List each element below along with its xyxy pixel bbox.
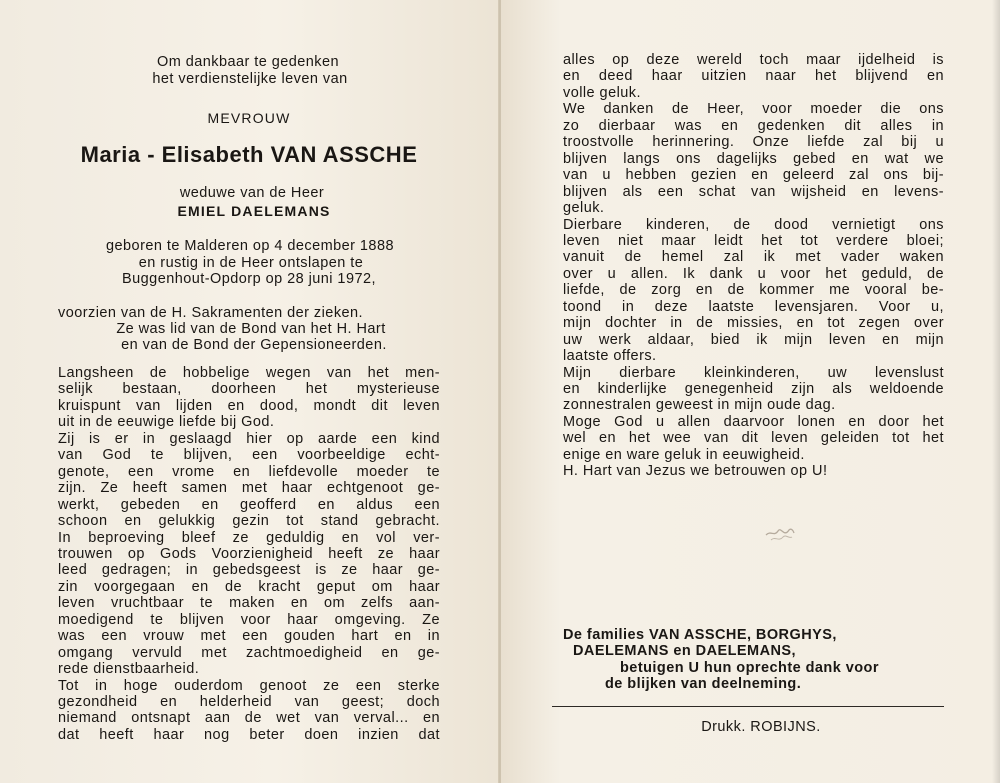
left-body-line: selijk bestaan, doorheen het mysterieuse xyxy=(58,381,440,398)
right-body-line: van u hebben gezien en geleerd zal ons bij- xyxy=(563,167,944,184)
right-body-line: Mijn dierbare kleinkinderen, uw levenslust xyxy=(563,364,944,381)
honorific: MEVROUW xyxy=(207,110,291,126)
birth-line-1: geboren te Malderen op 4 december 1888 xyxy=(106,238,394,254)
right-body-line: geluk. xyxy=(563,200,605,217)
left-body-line: schoon en gelukkig gezin tot stand gebracht. xyxy=(58,513,440,530)
membership-line-1: Ze was lid van de Bond van het H. Hart xyxy=(116,321,386,337)
intro-line-1: Om dankbaar te gedenken xyxy=(156,54,340,70)
birth-line-2: en rustig in de Heer ontslapen te xyxy=(138,255,364,271)
right-body-line: leven niet maar leidt het tot verdere bloei; xyxy=(563,232,944,249)
left-body-line: In beproeving bleef ze geduldig en vol ver- xyxy=(58,529,440,546)
right-body-line: toond in deze laatste levensjaren. Voor u, xyxy=(563,298,944,315)
left-body-line: Langsheen de hobbelige wegen van het men- xyxy=(58,365,440,381)
left-body-line: zin voorgegaan en de kracht geput om haar xyxy=(58,578,440,595)
right-body-line: mijn dochter in de missies, en tot zegen over xyxy=(563,315,944,332)
thanks-line-1: De families VAN ASSCHE, BORGHYS, xyxy=(563,627,837,643)
right-body-line: volle geluk. xyxy=(563,84,641,101)
left-body-line: gezondheid en helderheid van geest; doch xyxy=(58,694,440,710)
spouse-name: EMIEL DAELEMANS xyxy=(177,203,331,219)
left-body-line: zijn. Ze heeft samen met haar echtgenoot ge- xyxy=(58,480,440,497)
right-body-line: zo dierbaar was en gedenken dit alles in xyxy=(563,117,944,134)
left-body-line: werkt, gebeden en geofferd en aldus een xyxy=(58,496,440,513)
left-body-line: rede dienstbaarheid. xyxy=(58,661,200,678)
divider-rule xyxy=(552,706,944,707)
widow-line: weduwe van de Heer xyxy=(179,185,325,201)
left-body-line: leven vruchtbaar te maken en om zelfs aan- xyxy=(58,595,440,612)
sacraments-line: voorzien van de H. Sakramenten der zieken. xyxy=(58,305,364,321)
right-body-line: liefde, de zorg en de kommer me vooral be- xyxy=(563,282,944,299)
birth-line-3: Buggenhout-Opdorp op 28 juni 1972, xyxy=(122,271,376,287)
right-body-line: troostvolle herinnering. Onze liefde zal bij u xyxy=(563,134,944,151)
embossed-mark-icon xyxy=(764,522,796,546)
right-body-line: H. Hart van Jezus we betrouwen op U! xyxy=(563,463,828,480)
right-body-line: zonnestralen geweest in mijn oude dag. xyxy=(563,397,836,414)
right-body-line: en deed haar uitzien naar het blijvend en xyxy=(563,68,944,85)
right-body-line: laatste offers. xyxy=(563,348,657,365)
right-body-line: over u allen. Ik dank u voor het geduld, de xyxy=(563,265,944,282)
left-body-line: niemand ontsnapt aan de wet van verval... en xyxy=(58,710,440,727)
right-body-line: enige en ware geluk in eeuwigheid. xyxy=(563,446,805,463)
left-body-line: kruispunt van lijden en dood, mondt dit leven xyxy=(58,397,440,414)
right-body-line: We danken de Heer, voor moeder die ons xyxy=(563,101,944,118)
thanks-line-2: DAELEMANS en DAELEMANS, xyxy=(573,643,797,659)
thanks-line-3: betuigen U hun oprechte dank voor xyxy=(620,660,879,676)
right-body-line: Moge God u allen daarvoor lonen en door het xyxy=(563,413,944,430)
right-body-line: blijven als een schat van wijsheid en levens- xyxy=(563,183,944,200)
right-body-line: uw werk aldaar, bied ik mijn leven en mijn xyxy=(563,331,944,348)
left-body-line: was een vrouw met een gouden hart en in xyxy=(58,628,440,645)
left-body-line: leed gedragen; in gebedsgeest is ze haar ge- xyxy=(58,562,440,579)
right-body-line: blijven langs ons dagelijks gebed en wat we xyxy=(563,150,944,167)
thanks-line-4: de blijken van deelneming. xyxy=(605,676,802,692)
left-body-line: trouwen op Gods Voorzienigheid heeft ze haar xyxy=(58,545,440,562)
left-body-line: genote, een vrome en liefdevolle moeder te xyxy=(58,463,440,480)
right-body-line: en kinderlijke genegenheid zijn als weldoende xyxy=(563,381,944,397)
right-body-line: alles op deze wereld toch maar ijdelheid is xyxy=(563,52,944,68)
left-body-line: moedigend te blijven voor haar omgeving. Ze xyxy=(58,611,440,628)
right-body-line: Dierbare kinderen, de dood vernietigt ons xyxy=(563,216,944,233)
left-body-line: Zij is er in geslaagd hier op aarde een kind xyxy=(58,430,440,447)
printer-credit: Drukk. ROBIJNS. xyxy=(701,719,821,735)
left-body-line: omgang vervuld met zachtmoedigheid en ge- xyxy=(58,644,440,661)
right-body-line: wel en het wee van dit leven geleiden tot het xyxy=(563,430,944,447)
right-body-line: vanuit de hemel zal ik met vader waken xyxy=(563,249,944,266)
left-body-line: van God te blijven, een voorbeeldige echt- xyxy=(58,447,440,464)
intro-line-2: het verdienstelijke leven van xyxy=(152,71,348,87)
deceased-name: Maria - Elisabeth VAN ASSCHE xyxy=(80,142,418,167)
left-body-line: Tot in hoge ouderdom genoot ze een sterke xyxy=(58,677,440,694)
membership-line-2: en van de Bond der Gepensioneerden. xyxy=(121,337,387,353)
left-body-line: dat heeft haar nog beter doen inzien dat xyxy=(58,726,440,743)
right-edge-shadow xyxy=(992,0,1000,783)
left-body-line: uit in de eeuwige liefde bij God. xyxy=(58,414,275,431)
